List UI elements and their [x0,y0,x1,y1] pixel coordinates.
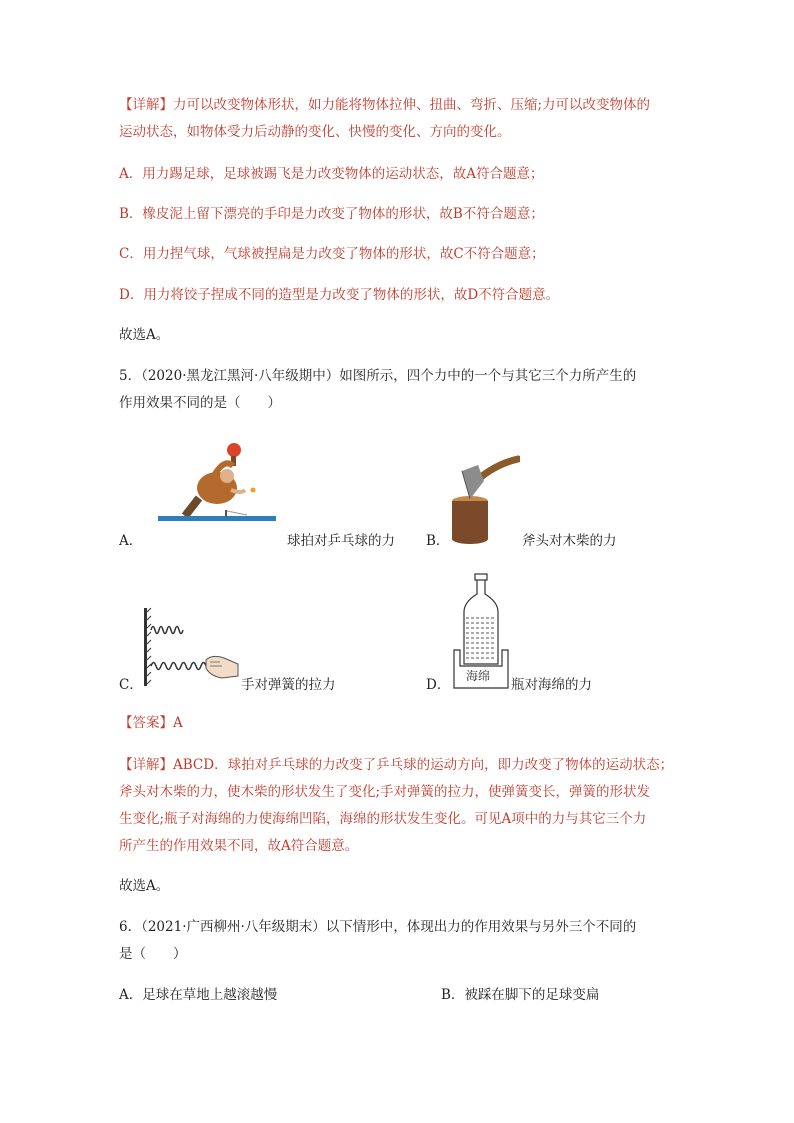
table-tennis-figure [155,440,280,530]
analysis-5-tag: 【详解】 [119,757,173,773]
analysis-line-1 [119,96,650,114]
option-d-letter: D． [426,677,451,693]
option-d-explanation: D．用力将饺子捏成不同的造型是力改变了物体的形状，故D不符合题意。 [119,287,560,303]
analysis-5-text: ABCD．球拍对乒乓球的力改变了乒乓球的运动方向，即力改变了物体的运动状态； [173,757,674,773]
analysis-5-line-1 [119,756,673,774]
option-c-explanation: C．用力捏气球，气球被捏扁是力改变了物体的形状，故C不符合题意； [119,246,545,262]
analysis-tag: 【详解】 [119,97,173,113]
answer-tag: 【答案】 [119,715,173,731]
option-c-letter: C． [119,677,143,693]
option-a-explanation: A．用力踢足球，足球被踢飞是力改变物体的运动状态，故A符合题意； [119,166,544,182]
answer-value: A [173,715,183,731]
option-b-caption: 斧头对木柴的力 [522,533,617,549]
sponge-label: 海绵 [466,669,491,683]
question-6-option-b: B．被踩在脚下的足球变扁 [441,987,600,1003]
analysis-line-2: 运动状态，如物体受力后动静的变化、快慢的变化、方向的变化。 [119,124,511,140]
question-6-line-2: 是（ ） [119,946,187,962]
question-6-line-1: 6．（2021·广西柳州·八年级期末）以下情形中，体现出力的作用效果与另外三个不同的 [119,919,637,935]
option-a-caption: 球拍对乒乓球的力 [287,533,395,549]
option-a-letter: A． [119,533,143,549]
question-5-line-2: 作用效果不同的是（ ） [119,395,281,411]
answer-choice: 故选A。 [119,327,170,343]
answer-5-choice: 故选A。 [119,878,170,894]
spring-hand-figure [140,606,240,688]
axe-log-figure [448,455,520,547]
option-b-letter: B． [426,533,450,549]
question-6-option-a: A．足球在草地上越滚越慢 [119,987,278,1003]
analysis-5-line-3: 生变化;瓶子对海绵的力使海绵凹陷，海绵的形状发生变化。可见A项中的力与其它三个力 [119,811,647,827]
option-d-caption: 瓶对海绵的力 [511,677,592,693]
answer-line [119,714,183,732]
question-5-line-1: 5．（2020·黑龙江黑河·八年级期中）如图所示，四个力中的一个与其它三个力所产生的 [119,368,637,384]
analysis-text: 力可以改变物体形状，如力能将物体拉伸、扭曲、弯折、压缩;力可以改变物体的 [173,97,651,113]
option-c-caption: 手对弹簧的拉力 [241,677,336,693]
option-b-explanation: B．橡皮泥上留下漂亮的手印是力改变了物体的形状，故B不符合题意； [119,206,544,222]
analysis-5-line-4: 所产生的作用效果不同，故A符合题意。 [119,838,359,854]
analysis-5-line-2: 斧头对木柴的力，使木柴的形状发生了变化;手对弹簧的拉力，使弹簧变长，弹簧的形状发 [119,784,651,800]
